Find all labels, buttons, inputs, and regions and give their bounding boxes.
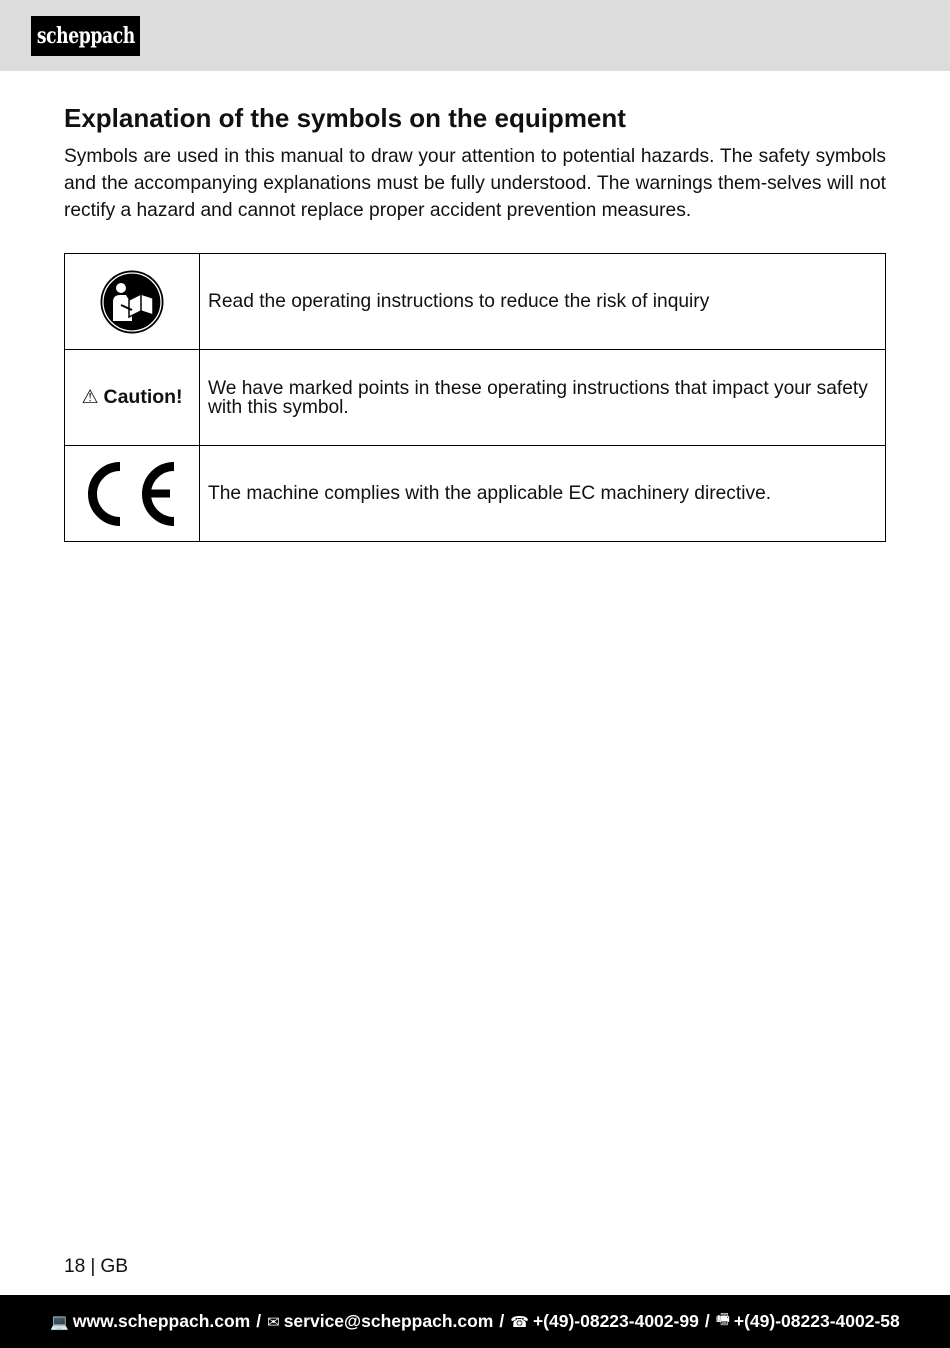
footer-phone: +(49)-08223-4002-99 xyxy=(532,1311,699,1331)
symbol-cell xyxy=(65,350,200,446)
symbol-cell xyxy=(65,254,200,350)
caution-text: Caution! xyxy=(103,386,183,408)
read-manual-icon xyxy=(99,269,165,335)
footer-email[interactable]: service@scheppach.com xyxy=(283,1311,494,1331)
page-separator: | xyxy=(90,1256,96,1277)
footer-separator: / xyxy=(704,1311,710,1331)
symbol-cell xyxy=(65,446,200,542)
fax-icon: 🖷 xyxy=(715,1311,730,1328)
table-row xyxy=(65,446,886,542)
footer-website[interactable]: www.scheppach.com xyxy=(72,1311,251,1331)
mail-icon: ✉ xyxy=(267,1313,280,1331)
symbol-description: The machine complies with the applicable EC machinery directive. xyxy=(200,446,886,542)
phone-icon: ☎ xyxy=(510,1313,529,1331)
table-row xyxy=(65,350,886,446)
footer-separator: / xyxy=(499,1311,505,1331)
caution-description: We have marked points in these operating instructions that impact your safety with this symbol. xyxy=(208,377,868,418)
footer-fax: +(49)-08223-4002-58 xyxy=(733,1311,900,1331)
scheppach-logo xyxy=(31,16,140,56)
intro-paragraph: Symbols are used in this manual to draw your attention to potential hazards. The safety symbols and the accompanying explanations must be fully understood. The warnings them-selves will not rectify a hazard and cannot replace proper accident prevention measures. xyxy=(64,146,886,221)
logo-text: scheppach xyxy=(36,23,135,49)
footer-separator: / xyxy=(256,1311,262,1331)
symbols-table xyxy=(64,253,886,542)
page-title: Explanation of the symbols on the equipment xyxy=(64,103,626,133)
page-language: GB xyxy=(100,1256,129,1277)
page-number-value: 18 xyxy=(64,1256,86,1277)
caution-label xyxy=(81,386,182,409)
footer-bar xyxy=(0,1295,950,1348)
header-band xyxy=(0,0,950,71)
warning-triangle-icon: ⚠ xyxy=(81,387,99,408)
computer-icon: 💻 xyxy=(50,1313,69,1331)
symbol-description: Read the operating instructions to reduce the risk of inquiry xyxy=(200,254,886,350)
ce-mark-icon xyxy=(86,461,178,527)
page-number xyxy=(64,1256,128,1278)
table-row xyxy=(65,254,886,350)
symbol-description xyxy=(200,350,886,446)
